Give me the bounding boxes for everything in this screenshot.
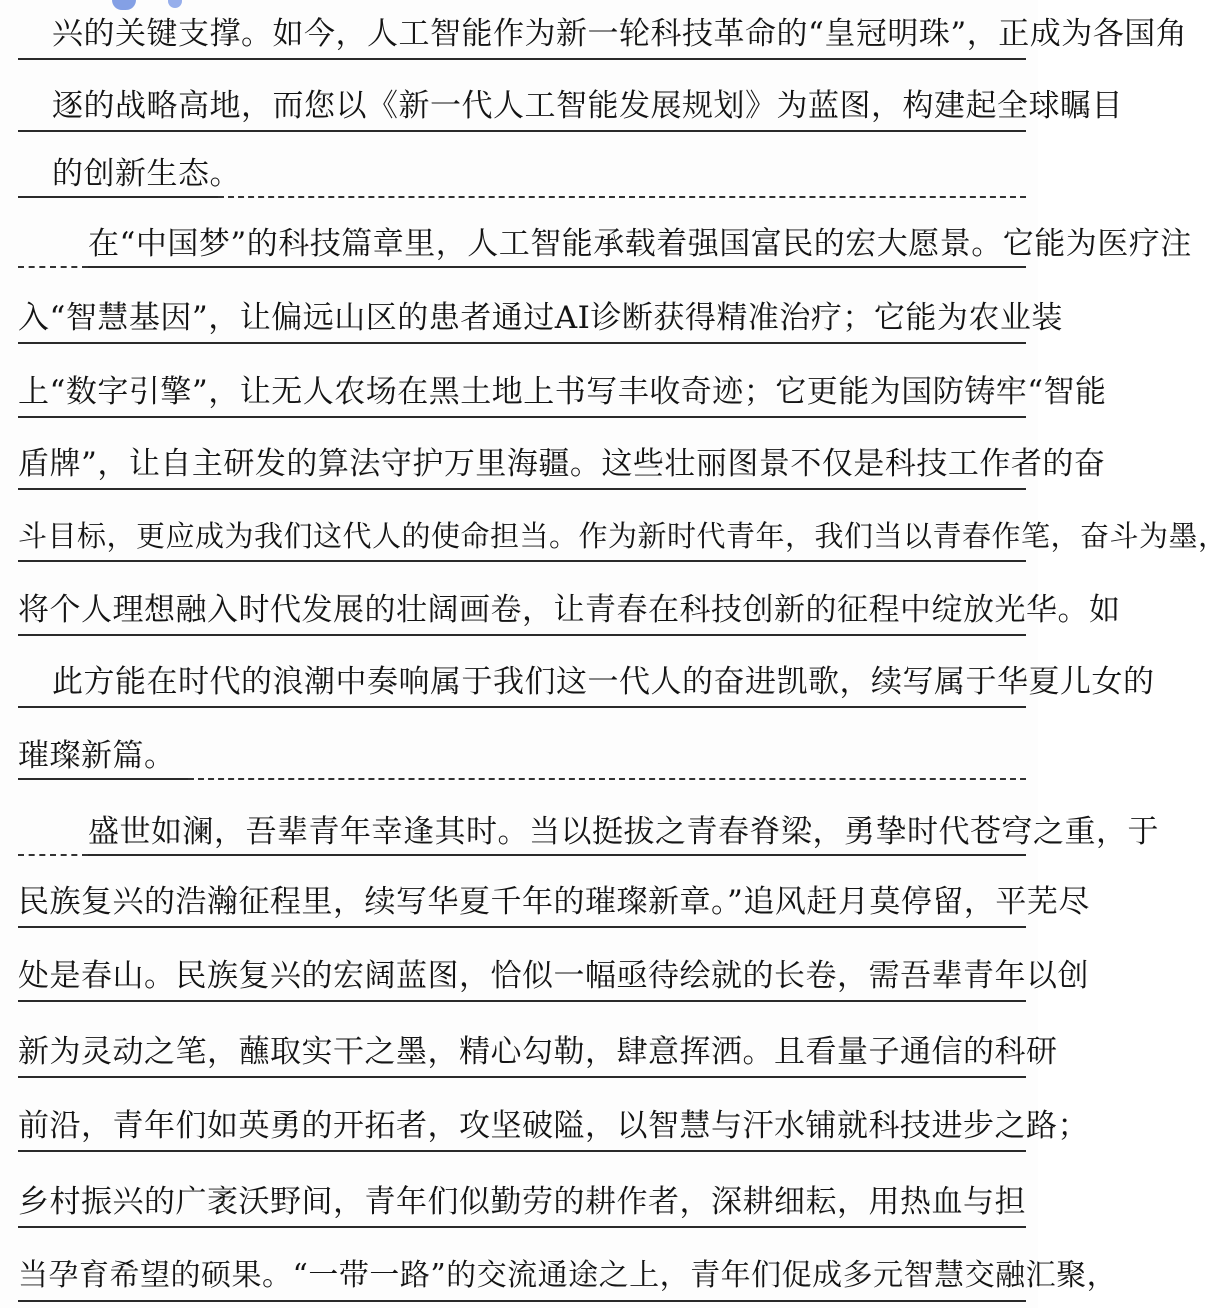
rule-dashed — [18, 854, 88, 856]
essay-line-text: 兴的关键支撑。如今，人工智能作为新一轮科技革命的“皇冠明珠”，正成为各国角 — [52, 16, 1188, 52]
rule-dashed — [188, 778, 1026, 780]
rule-solid — [88, 266, 1026, 268]
essay-line — [18, 0, 1188, 60]
essay-line — [18, 138, 1026, 198]
essay-line-text: 璀璨新篇。 — [18, 738, 176, 774]
essay-line — [18, 1092, 1089, 1152]
essay-line — [18, 942, 1089, 1002]
essay-line — [18, 576, 1121, 636]
essay-line-text: 民族复兴的浩瀚征程里，续写华夏千年的璀璨新章。”追风赶月莫停留，平芜尽 — [18, 884, 1090, 920]
essay-line — [18, 502, 1228, 562]
essay-line-text: 处是春山。民族复兴的宏阔蓝图，恰似一幅亟待绘就的长卷，需吾辈青年以创 — [18, 958, 1089, 994]
essay-line — [18, 720, 1026, 780]
rule-solid — [18, 196, 218, 198]
essay-line-text: 新为灵动之笔，蘸取实干之墨，精心勾勒，肆意挥洒。且看量子通信的科研 — [18, 1034, 1058, 1070]
essay-line — [18, 284, 1063, 344]
essay-line-text: 的创新生态。 — [52, 156, 241, 192]
essay-line — [18, 648, 1155, 708]
essay-line — [18, 1242, 1118, 1302]
essay-line-text: 当孕育希望的硕果。“一带一路”的交流通途之上，青年们促成多元智慧交融汇聚， — [18, 1258, 1118, 1293]
essay-line — [18, 868, 1090, 928]
essay-line — [18, 430, 1106, 490]
essay-line-text: 逐的战略高地，而您以《新一代人工智能发展规划》为蓝图，构建起全球瞩目 — [52, 88, 1123, 124]
essay-line-text: 入“智慧基因”，让偏远山区的患者通过AI诊断获得精准治疗；它能为农业装 — [18, 300, 1063, 336]
essay-line-text: 斗目标，更应成为我们这代人的使命担当。作为新时代青年，我们当以青春作笔，奋斗为墨， — [18, 519, 1228, 553]
rule-dashed — [218, 196, 1026, 198]
essay-line-text: 此方能在时代的浪潮中奏响属于我们这一代人的奋进凯歌，续写属于华夏儿女的 — [52, 664, 1155, 700]
rule-solid — [18, 778, 188, 780]
essay-line-text: 盛世如澜，吾辈青年幸逢其时。当以挺拔之青春脊梁，勇挚时代苍穹之重，于 — [88, 814, 1159, 850]
essay-line-text: 乡村振兴的广袤沃野间，青年们似勤劳的耕作者，深耕细耘，用热血与担 — [18, 1184, 1026, 1220]
rule-solid — [88, 854, 1026, 856]
rule-dashed — [18, 266, 88, 268]
essay-line-text: 在“中国梦”的科技篇章里，人工智能承载着强国富民的宏大愿景。它能为医疗注 — [88, 226, 1192, 262]
essay-line — [18, 1168, 1026, 1228]
essay-line-text: 上“数字引擎”，让无人农场在黑土地上书写丰收奇迹；它更能为国防铸牢“智能 — [18, 374, 1107, 410]
essay-line-text: 盾牌”，让自主研发的算法守护万里海疆。这些壮丽图景不仅是科技工作者的奋 — [18, 446, 1106, 482]
essay-line — [18, 358, 1107, 418]
essay-line-text: 前沿，青年们如英勇的开拓者，攻坚破隘，以智慧与汗水铺就科技进步之路； — [18, 1108, 1089, 1144]
essay-line — [18, 796, 1159, 856]
essay-line-text: 将个人理想融入时代发展的壮阔画卷，让青春在科技创新的征程中绽放光华。如 — [18, 592, 1121, 628]
essay-line — [18, 208, 1192, 268]
essay-line — [18, 72, 1123, 132]
essay-line — [18, 1018, 1058, 1078]
